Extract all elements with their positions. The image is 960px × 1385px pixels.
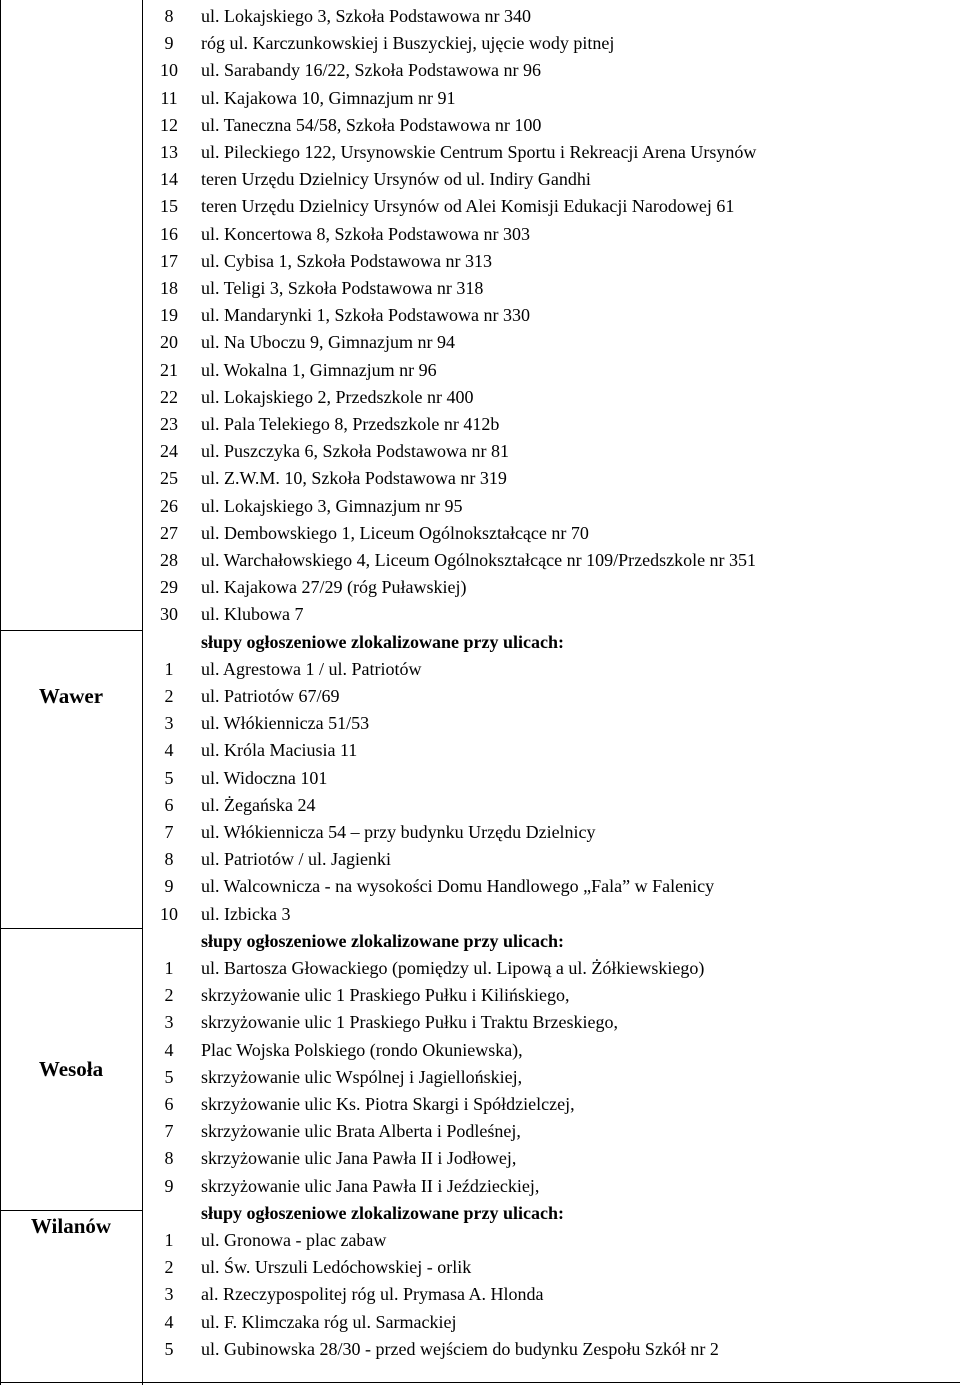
item-address: ul. Patriotów 67/69: [201, 686, 340, 706]
item-number: 20: [160, 332, 178, 353]
list-item: [143, 1009, 960, 1036]
list-item: [143, 275, 960, 302]
table-bottom-border: [0, 1382, 142, 1383]
item-number: 27: [160, 522, 178, 543]
item-number: 4: [164, 740, 174, 761]
section-header-label: słupy ogłoszeniowe zlokalizowane przy ulicach:: [201, 631, 564, 652]
list-item: [143, 520, 960, 547]
item-address: skrzyżowanie ulic Brata Alberta i Podleśnej,: [201, 1121, 521, 1142]
item-number: 9: [164, 876, 174, 897]
section-header: [143, 629, 960, 656]
item-address: ul. Sarabandy 16/22, Szkoła Podstawowa nr 96: [201, 60, 541, 81]
item-address: teren Urzędu Dzielnicy Ursynów od Alei Komisji Edukacji Narodowej 61: [201, 196, 735, 217]
list-item: [143, 248, 960, 275]
list-item: [143, 1173, 960, 1200]
list-item: [143, 221, 960, 248]
district-wilanow: Wilanów: [30, 1214, 112, 1238]
item-number: 30: [160, 604, 178, 625]
list-item: [143, 982, 960, 1009]
table-bottom-border-right: [142, 1382, 960, 1383]
item-address: ul. Cybisa 1, Szkoła Podstawowa nr 313: [201, 250, 492, 271]
list-item: [143, 1309, 960, 1336]
item-number: 25: [160, 468, 178, 489]
list-item: [143, 465, 960, 492]
district-separator-wawer: [0, 630, 142, 631]
list-item: [143, 1336, 960, 1363]
item-number: 3: [164, 1284, 174, 1305]
item-number: 4: [164, 1039, 174, 1060]
list-item: [143, 302, 960, 329]
item-number: 26: [160, 495, 178, 516]
item-number: 23: [160, 414, 178, 434]
list-item: [143, 547, 960, 574]
item-address: skrzyżowanie ulic Ks. Piotra Skargi i Spółdzielczej,: [201, 1094, 575, 1114]
item-address: ul. Taneczna 54/58, Szkoła Podstawowa nr 100: [201, 114, 542, 135]
list-item: [143, 819, 960, 846]
item-address: Plac Wojska Polskiego (rondo Okuniewska),: [201, 1039, 523, 1060]
item-number: 1: [164, 958, 174, 978]
list-item: [143, 493, 960, 520]
item-address: ul. Żegańska 24: [201, 794, 316, 815]
item-address: ul. Lokajskiego 3, Szkoła Podstawowa nr 340: [201, 6, 531, 26]
item-address: ul. F. Klimczaka róg ul. Sarmackiej: [201, 1311, 457, 1332]
list-item: [143, 1037, 960, 1064]
item-address: ul. Agrestowa 1 / ul. Patriotów: [201, 658, 422, 679]
item-number: 8: [164, 6, 174, 26]
item-address: ul. Teligi 3, Szkoła Podstawowa nr 318: [201, 278, 484, 298]
item-address: skrzyżowanie ulic 1 Praskiego Pułku i Traktu Brzeskiego,: [201, 1012, 618, 1033]
item-address: ul. Kajakowa 27/29 (róg Puławskiej): [201, 577, 467, 598]
item-address: ul. Włókiennicza 54 – przy budynku Urzędu Dzielnicy: [201, 822, 596, 842]
district-wesola: Wesoła: [38, 1057, 104, 1081]
list-item: [143, 601, 960, 628]
item-address: ul. Widoczna 101: [201, 767, 328, 788]
item-number: 29: [160, 577, 178, 598]
item-number: 5: [164, 767, 174, 788]
list-item: [143, 737, 960, 764]
list-item: [143, 901, 960, 928]
item-address: ul. Puszczyka 6, Szkoła Podstawowa nr 81: [201, 441, 509, 462]
item-address: skrzyżowanie ulic Jana Pawła II i Jeździeckiej,: [201, 1175, 540, 1196]
item-address: ul. Wokalna 1, Gimnazjum nr 96: [201, 359, 437, 380]
list-item: [143, 139, 960, 166]
item-number: 24: [160, 441, 178, 462]
list-item: [143, 3, 960, 30]
item-number: 5: [164, 1338, 174, 1359]
list-item: [143, 193, 960, 220]
list-item: [143, 792, 960, 819]
list-item: [143, 846, 960, 873]
list-item: [143, 329, 960, 356]
list-item: [143, 765, 960, 792]
list-item: [143, 85, 960, 112]
list-item: [143, 1145, 960, 1172]
item-number: 17: [160, 250, 178, 271]
item-number: 18: [160, 278, 178, 298]
item-number: 4: [164, 1311, 174, 1332]
item-number: 6: [164, 1094, 174, 1114]
item-number: 16: [160, 223, 178, 244]
section-header-label: słupy ogłoszeniowe zlokalizowane przy ulicach:: [201, 930, 564, 951]
item-number: 3: [164, 713, 174, 734]
item-address: ul. Z.W.M. 10, Szkoła Podstawowa nr 319: [201, 468, 507, 489]
item-number: 28: [160, 550, 178, 570]
item-address: ul. Lokajskiego 2, Przedszkole nr 400: [201, 386, 474, 407]
district-separator-wilanow: [0, 1210, 142, 1211]
item-address: ul. Izbicka 3: [201, 903, 291, 924]
section-header-label: słupy ogłoszeniowe zlokalizowane przy ulicach:: [201, 1202, 564, 1223]
list-item: [143, 438, 960, 465]
item-number: 1: [164, 658, 174, 679]
item-number: 1: [164, 1230, 174, 1250]
item-address: ul. Gronowa - plac zabaw: [201, 1230, 387, 1250]
item-number: 8: [164, 1148, 174, 1169]
section-header: [143, 928, 960, 955]
item-address: ul. Lokajskiego 3, Gimnazjum nr 95: [201, 495, 463, 516]
item-number: 2: [164, 686, 174, 706]
list-item: [143, 873, 960, 900]
item-address: ul. Dembowskiego 1, Liceum Ogólnokształcące nr 70: [201, 522, 589, 543]
district-wawer: Wawer: [38, 684, 104, 708]
item-number: 2: [164, 1257, 174, 1278]
list-item: [143, 112, 960, 139]
list-item: [143, 166, 960, 193]
item-number: 8: [164, 849, 174, 870]
item-number: 22: [160, 386, 178, 407]
list-item: [143, 1118, 960, 1145]
list-item: [143, 1227, 960, 1254]
list-item: [143, 1281, 960, 1308]
item-number: 19: [160, 305, 178, 326]
list-item: [143, 57, 960, 84]
item-address: ul. Koncertowa 8, Szkoła Podstawowa nr 303: [201, 223, 530, 244]
item-number: 14: [160, 169, 178, 190]
list-item: [143, 1254, 960, 1281]
item-number: 10: [160, 903, 178, 924]
item-address: ul. Patriotów / ul. Jagienki: [201, 849, 391, 870]
item-address: ul. Na Uboczu 9, Gimnazjum nr 94: [201, 332, 455, 353]
list-item: [143, 683, 960, 710]
item-address: al. Rzeczypospolitej róg ul. Prymasa A. Hlonda: [201, 1284, 544, 1305]
item-address: ul. Pala Telekiego 8, Przedszkole nr 412b: [201, 414, 500, 434]
item-address: ul. Klubowa 7: [201, 604, 304, 625]
item-address: ul. Pileckiego 122, Ursynowskie Centrum Sportu i Rekreacji Arena Ursynów: [201, 142, 757, 162]
list-item: [143, 955, 960, 982]
item-address: ul. Warchałowskiego 4, Liceum Ogólnokształcące nr 109/Przedszkole nr 351: [201, 550, 757, 570]
item-address: ul. Św. Urszuli Ledóchowskiej - orlik: [201, 1257, 472, 1278]
list-item: [143, 1091, 960, 1118]
item-number: 5: [164, 1066, 174, 1087]
item-number: 7: [164, 1121, 174, 1142]
item-address: róg ul. Karczunkowskiej i Buszyckiej, ujęcie wody pitnej: [201, 33, 615, 54]
item-address: skrzyżowanie ulic Wspólnej i Jagiellońskiej,: [201, 1066, 523, 1087]
item-number: 3: [164, 1012, 174, 1033]
list-item: [143, 357, 960, 384]
item-number: 9: [164, 1175, 174, 1196]
item-number: 2: [164, 985, 174, 1006]
district-separator-wesola: [0, 928, 142, 929]
item-address: skrzyżowanie ulic Jana Pawła II i Jodłowej,: [201, 1148, 517, 1169]
item-address: ul. Mandarynki 1, Szkoła Podstawowa nr 330: [201, 305, 530, 326]
item-address: skrzyżowanie ulic 1 Praskiego Pułku i Kilińskiego,: [201, 985, 570, 1006]
item-address: ul. Włókiennicza 51/53: [201, 713, 370, 734]
item-number: 13: [160, 142, 178, 162]
list-item: [143, 710, 960, 737]
item-number: 6: [164, 794, 174, 815]
section-header: [143, 1200, 960, 1227]
item-address: ul. Walcownicza - na wysokości Domu Handlowego „Fala” w Falenicy: [201, 876, 715, 897]
item-number: 9: [164, 33, 174, 54]
item-number: 15: [160, 196, 178, 217]
list-item: [143, 411, 960, 438]
item-address: ul. Gubinowska 28/30 - przed wejściem do budynku Zespołu Szkół nr 2: [201, 1338, 719, 1359]
item-number: 12: [160, 114, 178, 135]
list-item: [143, 574, 960, 601]
item-number: 11: [160, 87, 178, 108]
item-number: 7: [164, 822, 174, 842]
list-item: [143, 30, 960, 57]
item-number: 10: [160, 60, 178, 81]
item-address: ul. Króla Maciusia 11: [201, 740, 358, 761]
item-number: 21: [160, 359, 178, 380]
item-address: teren Urzędu Dzielnicy Ursynów od ul. Indiry Gandhi: [201, 169, 591, 190]
list-item: [143, 656, 960, 683]
list-item: [143, 1064, 960, 1091]
list-item: [143, 384, 960, 411]
item-address: ul. Bartosza Głowackiego (pomiędzy ul. Lipową a ul. Żółkiewskiego): [201, 958, 705, 978]
item-address: ul. Kajakowa 10, Gimnazjum nr 91: [201, 87, 456, 108]
